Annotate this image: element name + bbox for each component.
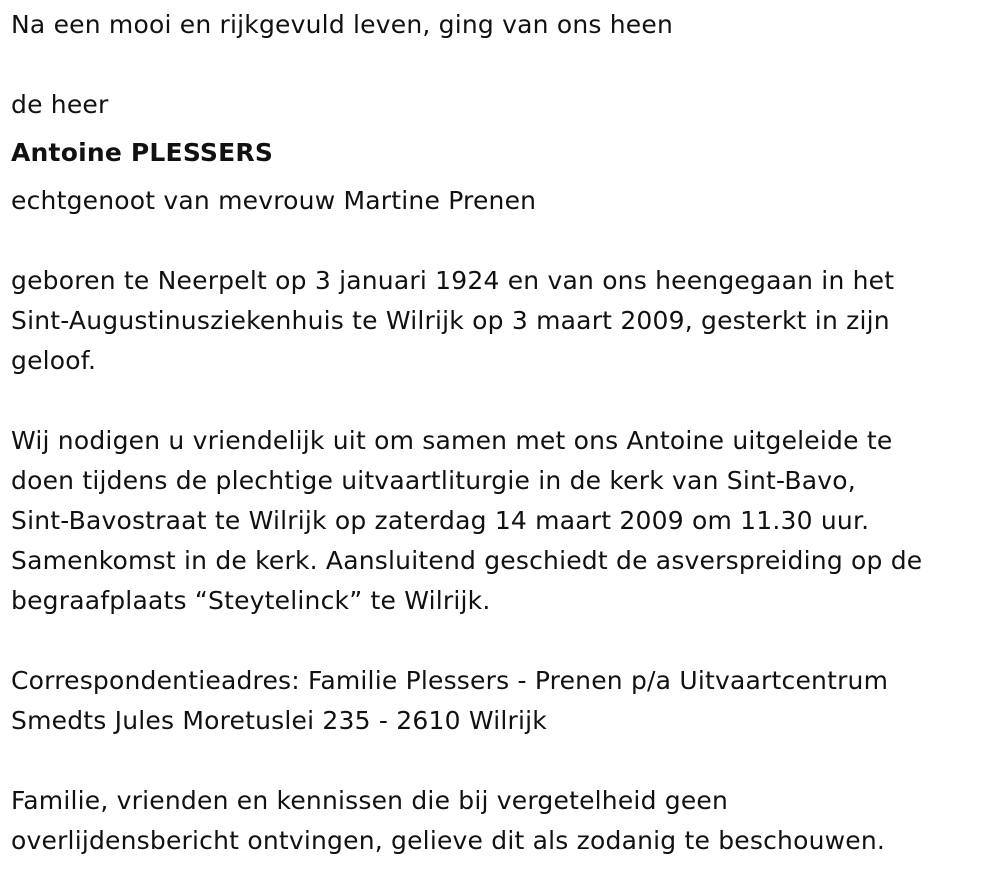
intro-text: Na een mooi en rijkgevuld leven, ging van ons heen	[11, 10, 674, 39]
invitation-line: Wij nodigen u vriendelijk uit om samen met ons Antoine uitgeleide te	[11, 426, 893, 455]
invitation-line: begraafplaats “Steytelinck” te Wilrijk.	[11, 586, 491, 615]
invitation-line: Sint-Bavostraat te Wilrijk op zaterdag 14 maart 2009 om 11.30 uur.	[11, 506, 870, 535]
correspondence-line: Correspondentieadres: Familie Plessers - Prenen p/a Uitvaartcentrum	[11, 666, 889, 695]
closing-line: Familie, vrienden en kennissen die bij vergetelheid geen	[11, 786, 729, 815]
birth-death-line: geloof.	[11, 346, 97, 375]
invitation-line: doen tijdens de plechtige uitvaartliturgie in de kerk van Sint-Bavo,	[11, 466, 856, 495]
closing-line: overlijdensbericht ontvingen, gelieve dit als zodanig te beschouwen.	[11, 826, 886, 855]
birth-death-line: Sint-Augustinusziekenhuis te Wilrijk op 3 maart 2009, gesterkt in zijn	[11, 306, 890, 335]
invitation-line: Samenkomst in de kerk. Aansluitend geschiedt de asverspreiding op de	[11, 546, 923, 575]
deceased-name: Antoine PLESSERS	[11, 138, 274, 167]
spouse-text: echtgenoot van mevrouw Martine Prenen	[11, 186, 537, 215]
birth-death-line: geboren te Neerpelt op 3 januari 1924 en van ons heengegaan in het	[11, 266, 895, 295]
correspondence-line: Smedts Jules Moretuslei 235 - 2610 Wilrijk	[11, 706, 547, 735]
title-prefix: de heer	[11, 90, 109, 119]
